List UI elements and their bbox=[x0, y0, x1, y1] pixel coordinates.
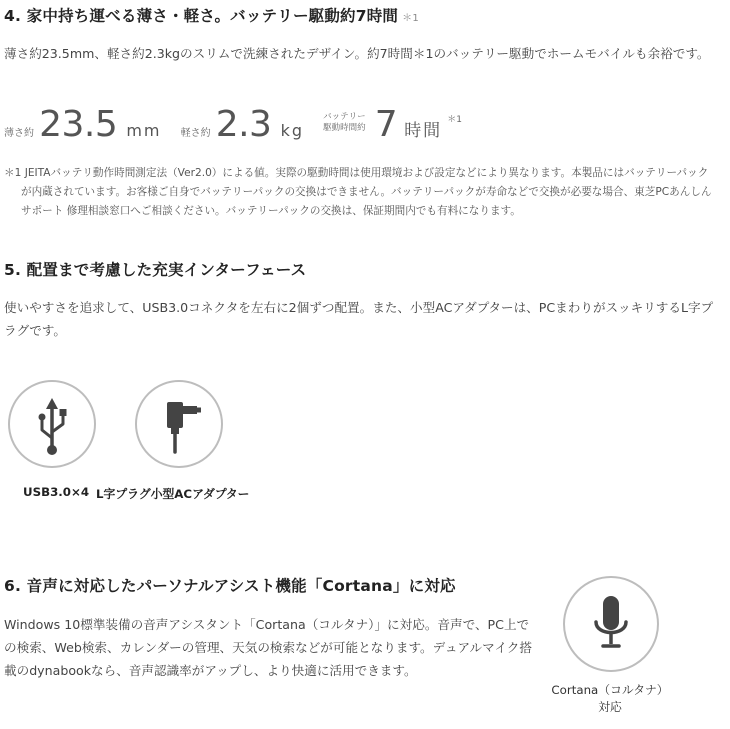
usb-icon bbox=[8, 380, 96, 468]
thickness-label: 薄さ約 bbox=[4, 128, 34, 139]
l-plug-caption: L字プラグ小型ACアダプター bbox=[96, 487, 250, 501]
l-plug-icon bbox=[135, 380, 223, 468]
battery-note: ＊1 bbox=[447, 115, 463, 125]
spec-figures bbox=[4, 104, 462, 145]
section-4-footnote: ＊1 JEITAバッテリ動作時間測定法（Ver2.0）による値。実際の駆動時間は使用環境および設定などにより異なります。本製品にはバッテリーパックが内蔵されています。お客様ご自身でバッテリーパックの交換はできません。バッテリーパックが寿命などで交換が必要な場合、東芝PCあんしんサポート 修理相談窓口へご相談ください。バッテリーパックの交換は、保証期間内でも有料になります。 bbox=[4, 167, 712, 217]
section-6-body: Windows 10標準装備の音声アシスタント「Cortana（コルタナ）」に対応。音声で、PC上での検索、Web検索、カレンダーの管理、天気の検索などが可能となります。デュアルマイク搭載のdynabookなら、音声認識率がアップし、より快適に活用できます。 bbox=[4, 617, 532, 678]
section-5-heading: 5. 配置まで考慮した充実インターフェース bbox=[4, 261, 307, 279]
weight-label: 軽さ約 bbox=[180, 128, 211, 139]
section-6-heading: 6. 音声に対応したパーソナルアシスト機能「Cortana」に対応 bbox=[4, 577, 456, 595]
battery-value: 7 bbox=[374, 104, 398, 145]
usb-caption: USB3.0×4 bbox=[23, 485, 90, 499]
battery-unit: 時間 bbox=[404, 121, 443, 141]
weight-unit: kg bbox=[280, 121, 304, 140]
thickness-value: 23.5 bbox=[39, 104, 118, 145]
microphone-icon bbox=[563, 576, 659, 672]
cortana-caption: Cortana（コルタナ） 対応 bbox=[551, 683, 669, 714]
section-4-heading: 4. 家中持ち運べる薄さ・軽さ。バッテリー駆動約7時間 ＊1 bbox=[4, 7, 419, 25]
thickness-unit: mm bbox=[126, 121, 162, 140]
section-4-body: 薄さ約23.5mm、軽さ約2.3kgのスリムで洗練されたデザイン。約7時間＊1のバッテリー駆動でホームモバイルも余裕です。 bbox=[4, 46, 710, 61]
battery-label: バッテリー 駆動時間約 bbox=[323, 112, 366, 133]
section-5-body: 使いやすさを追求して、USB3.0コネクタを左右に2個ずつ配置。また、小型ACアダプターは、PCまわりがスッキリするL字プラグです。 bbox=[4, 300, 714, 338]
weight-value: 2.3 bbox=[215, 104, 272, 145]
